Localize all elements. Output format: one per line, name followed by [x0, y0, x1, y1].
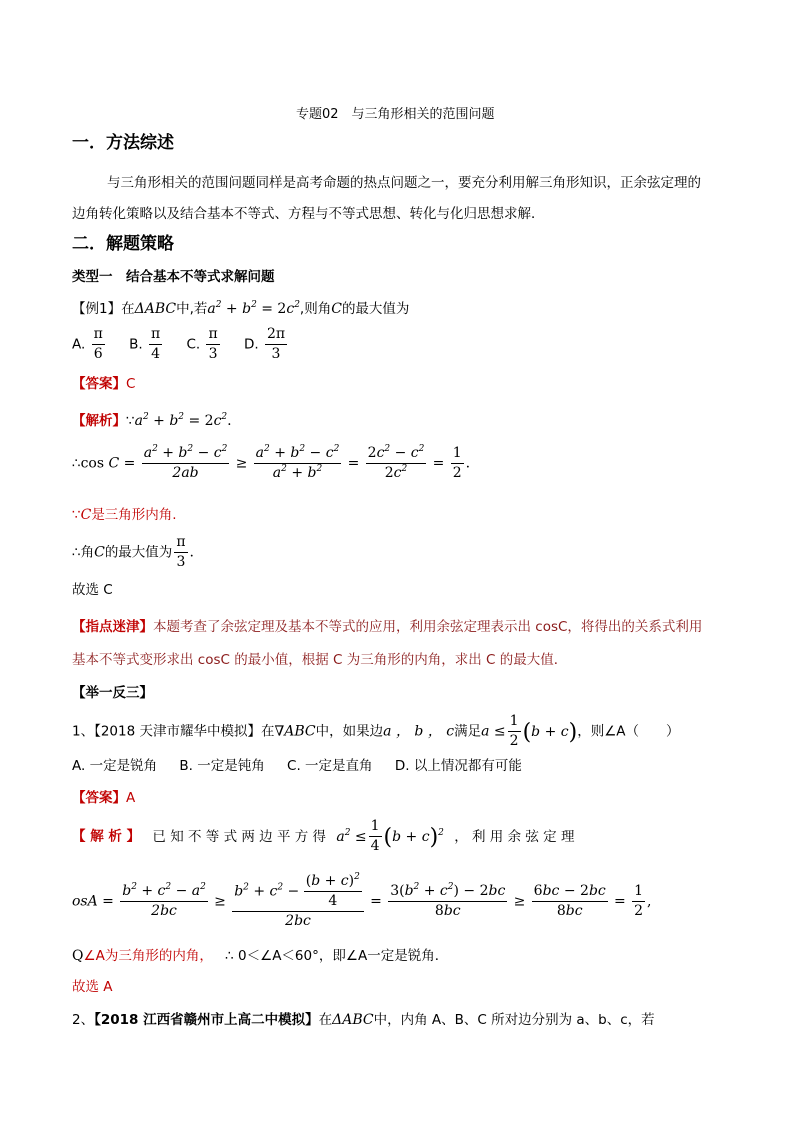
- q1-option-d: D. 以上情况都有可能: [394, 758, 522, 774]
- question-1-choice: 故选 A: [72, 979, 113, 995]
- question-1-options: [72, 754, 540, 774]
- section-heading-strategy: 二．解题策略: [72, 234, 174, 254]
- option-a: A. $\frac{\pi}{6}$: [72, 326, 103, 362]
- option-b: B. $\frac{\pi}{4}$: [129, 326, 161, 362]
- type-heading: 类型一 结合基本不等式求解问题: [72, 269, 275, 285]
- question-1-answer: 【答案】A: [72, 790, 136, 806]
- analysis-step-1: 【解析】$\because a^2 + b^2 = 2c^2$.: [72, 412, 232, 429]
- equation-condition: $a^2 + b^2 = 2c^2$: [207, 300, 300, 317]
- question-1-cos-formula: osA = $\frac{b^2 + c^2 - a^2}{2bc}$ ≥ $b^2 + c^2$ − $\frac{(b + c)^2}{4}$ 2bc = $\frac{3(b^2 + c^2) - 2bc}{8bc}$ ≥ $\frac{6bc - 2bc}{8bc}$ = $\frac{1}{2}$ ,: [72, 872, 652, 929]
- section-heading-method: 一．方法综述: [72, 133, 174, 153]
- q1-option-a: A. 一定是锐角: [72, 758, 158, 774]
- question-2-source: 【2018 江西省赣州市上高二中模拟】: [94, 1012, 319, 1028]
- example1-choice: 故选 C: [72, 582, 113, 598]
- example1-answer: 【答案】C: [72, 376, 136, 392]
- page-title: 专题02 与三角形相关的范围问题: [296, 107, 495, 122]
- intro-line-1: 与三角形相关的范围问题同样是高考命题的热点问题之一，要充分利用解三角形知识，正余弦定理的: [107, 175, 701, 191]
- question-1-conclusion: Q∠A为三角形的内角， ∴ 0＜∠A＜60°，即∠A一定是锐角．: [72, 948, 449, 964]
- option-d: D. $\frac{2\pi}{3}$: [243, 326, 286, 362]
- hint-line-1: 【指点迷津】本题考查了余弦定理及基本不等式的应用，利用余弦定理表示出 cosC，将得出的关系式利用: [72, 619, 703, 635]
- question-1-stem: 1、【2018 天津市耀华中模拟】在∇ABC中，如果边a ， b ， c满足a ≤ $\frac{1}{2}$ (b + c)，则∠A（ ）: [72, 713, 680, 749]
- question-1-analysis: 【 解 析 】 已 知 不 等 式 两 边 平 方 得 $a^2$ ≤ $\frac{1}{4}$ $(b + c)^2$ ， 利 用 余 弦 定 理: [72, 818, 575, 854]
- analysis-step-2: ∴cos C = $\frac{a^2 + b^2 - c^2}{2ab}$ ≥ $\frac{a^2 + b^2 - c^2}{a^2 + b^2}$ = $\frac{2c^2 - c^2}{2c^2}$ = $\frac{1}{2}$ .: [72, 444, 471, 481]
- example1-stem: 【例1】在ΔABC中,若$a^2 + b^2 = 2c^2$,则角C的最大值为: [72, 300, 410, 317]
- hint-line-2: 基本不等式变形求出 cosC 的最小值，根据 C 为三角形的内角，求出 C 的最大值．: [72, 652, 568, 668]
- example1-options: [72, 325, 307, 364]
- practice-heading: 【举一反三】: [72, 685, 153, 701]
- analysis-step-3: ∵C是三角形内角.: [72, 507, 177, 523]
- q1-option-b: B. 一定是钝角: [179, 758, 265, 774]
- question-1-source: 【2018 天津市耀华中模拟】: [94, 723, 261, 740]
- intro-line-2: 边角转化策略以及结合基本不等式、方程与不等式思想、转化与化归思想求解．: [72, 206, 545, 222]
- option-c: C. $\frac{\pi}{3}$: [186, 326, 218, 362]
- question-2-stem: 2、【2018 江西省赣州市上高二中模拟】在ΔABC中，内角 A、B、C 所对边分别为 a、b、c，若: [72, 1012, 655, 1028]
- analysis-step-4: ∴角C的最大值为 $\frac{\pi}{3}$ .: [72, 534, 194, 570]
- q1-option-c: C. 一定是直角: [287, 758, 373, 774]
- example1-tag: 【例1】: [72, 301, 122, 317]
